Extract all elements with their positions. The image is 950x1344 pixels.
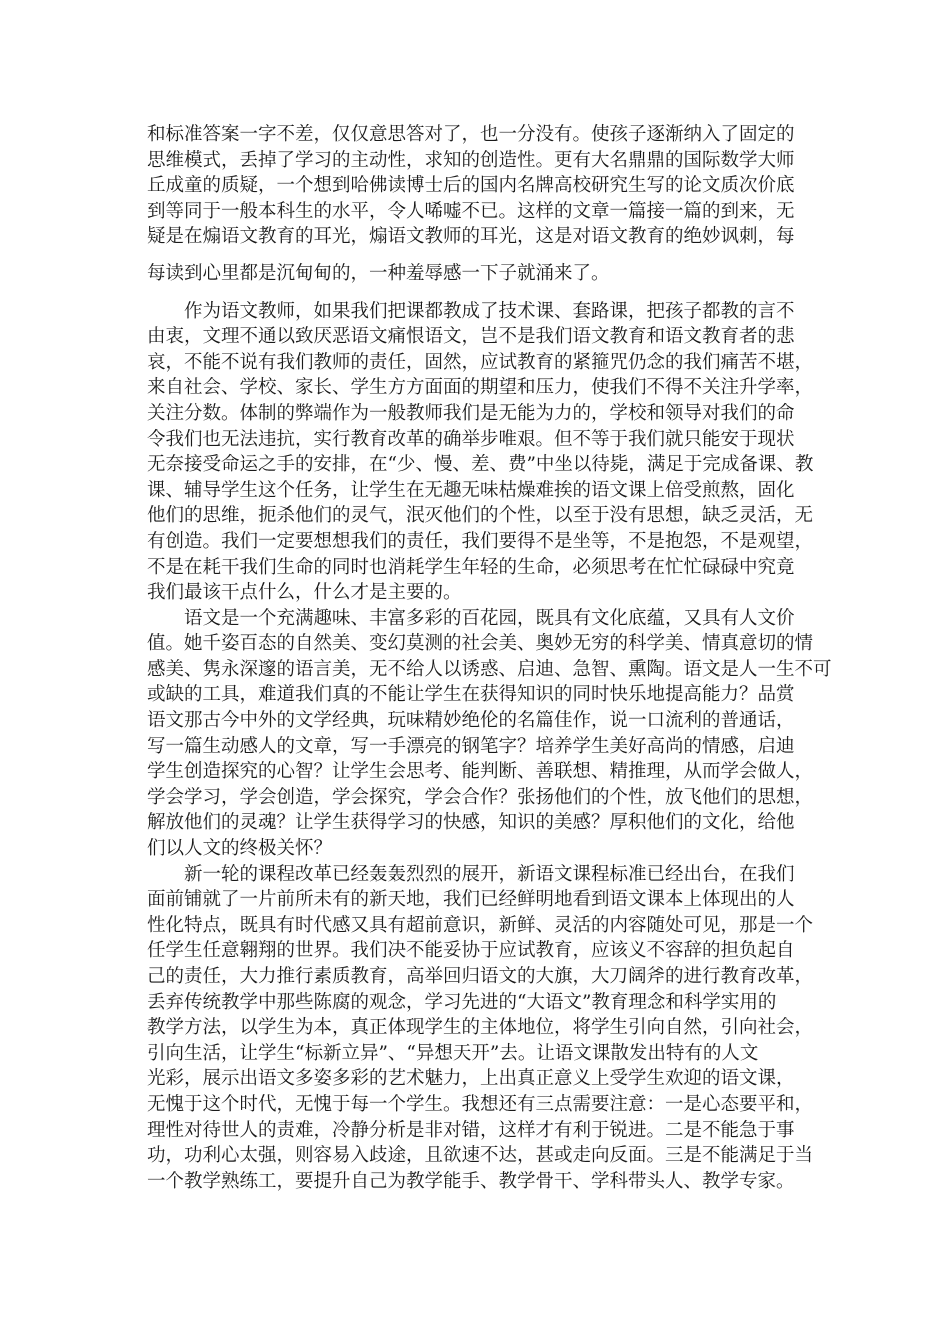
paragraph-4-line: 一个教学熟练工，要提升自己为教学能手、教学骨干、学科带头人、教学专家。 <box>147 1170 795 1192</box>
paragraph-4-line: 引向生活，让学生“标新立异”、“异想天开”去。让语文课散发出特有的人文 <box>147 1042 759 1064</box>
document-body <box>147 122 832 1194</box>
paragraph-3-line: 值。她千姿百态的自然美、变幻莫测的社会美、奥妙无穷的科学美、情真意切的情 <box>147 633 814 655</box>
paragraph-4-line: 理性对待世人的责难，冷静分析是非对错，这样才有利于锐进。二是不能急于事 <box>147 1119 795 1141</box>
paragraph-3-line: 学生创造探究的心智？让学生会思考、能判断、善联想、精推理，从而学会做人， <box>147 761 814 783</box>
paragraph-4-line: 性化特点，既具有时代感又具有超前意识，新鲜、灵活的内容随处可见，那是一个 <box>147 914 814 936</box>
paragraph-1 <box>147 122 805 287</box>
paragraph-1-line: 和标准答案一字不差，仅仅意思答对了，也一分没有。使孩子逐渐纳入了固定的 <box>147 124 795 145</box>
paragraph-2-line: 哀，不能不说有我们教师的责任，固然，应试教育的紧箍咒仍念的我们痛苦不堪， <box>147 351 814 373</box>
paragraph-2-line: 由衷，文理不通以致厌恶语文痛恨语文，岂不是我们语文教育和语文教育者的悲 <box>147 326 795 348</box>
paragraph-2 <box>147 299 814 606</box>
paragraph-4-line: 任学生任意翱翔的世界。我们决不能妥协于应试教育，应该义不容辞的担负起自 <box>147 940 795 962</box>
paragraph-3-line: 语文是一个充满趣味、丰富多彩的百花园，既具有文化底蕴，又具有人文价 <box>184 607 795 629</box>
paragraph-4-line: 面前铺就了一片前所未有的新天地，我们已经鲜明地看到语文课本上体现出的人 <box>147 889 795 911</box>
paragraph-4-line: 功，功利心太强，则容易入歧途，且欲速不达，甚或走向反面。三是不能满足于当 <box>147 1145 814 1167</box>
paragraph-2-line: 作为语文教师，如果我们把课都教成了技术课、套路课，把孩子都教的言不 <box>184 300 795 322</box>
paragraph-2-line: 来自社会、学校、家长、学生方方面面的期望和压力，使我们不得不关注升学率， <box>147 377 814 399</box>
paragraph-4 <box>147 862 814 1195</box>
paragraph-3 <box>147 606 832 862</box>
paragraph-3-line: 解放他们的灵魂？让学生获得学习的快感，知识的美感？厚积他们的文化，给他 <box>147 812 795 834</box>
paragraph-3-line: 写一篇生动感人的文章，写一手漂亮的钢笔字？培养学生美好高尚的情感，启迪 <box>147 735 795 757</box>
paragraph-2-line: 课、辅导学生这个任务，让学生在无趣无味枯燥难挨的语文课上倍受煎熬，固化 <box>147 479 795 501</box>
paragraph-3-line: 学会学习，学会创造，学会探究，学会合作？张扬他们的个性，放飞他们的思想， <box>147 786 814 808</box>
paragraph-4-line: 光彩，展示出语文多姿多彩的艺术魅力，上出真正意义上受学生欢迎的语文课， <box>147 1068 795 1090</box>
paragraph-4-line: 教学方法，以学生为本，真正体现学生的主体地位，将学生引向自然，引向社会， <box>147 1017 814 1039</box>
paragraph-1-line: 思维模式，丢掉了学习的主动性，求知的创造性。更有大名鼎鼎的国际数学大师 <box>147 149 795 171</box>
paragraph-3-line: 感美、隽永深邃的语言美，无不给人以诱惑、启迪、急智、熏陶。语文是人一生不可 <box>147 658 832 680</box>
paragraph-1-line: 疑是在煽语文教育的耳光，煽语文教师的耳光，这是对语文教育的绝妙讽刺，每 <box>147 226 795 248</box>
paragraph-2-line: 我们最该干点什么，什么才是主要的。 <box>147 582 462 604</box>
paragraph-4-line: 丢弃传统教学中那些陈腐的观念，学习先进的“大语文”教育理念和科学实用的 <box>147 991 777 1013</box>
paragraph-1-line: 丘成童的质疑，一个想到哈佛读博士后的国内名牌高校研究生写的论文质次价底 <box>147 175 795 197</box>
paragraph-4-line: 无愧于这个时代，无愧于每一个学生。我想还有三点需要注意：一是心态要平和， <box>147 1093 814 1115</box>
paragraph-2-line: 无奈接受命运之手的安排，在“少、慢、差、费”中坐以待毙，满足于完成备课、教 <box>147 454 814 476</box>
paragraph-4-line: 己的责任，大力推行素质教育，高举回归语文的大旗，大刀阔斧的进行教育改革， <box>147 966 814 987</box>
paragraph-2-line: 关注分数。体制的弊端作为一般教师我们是无能为力的，学校和领导对我们的命 <box>147 402 795 424</box>
paragraph-2-line: 不是在耗干我们生命的同时也消耗学生年轻的生命，必须思考在忙忙碌碌中究竟 <box>147 556 795 578</box>
paragraph-3-line: 语文那古今中外的文学经典，玩味精妙绝伦的名篇佳作，说一口流利的普通话， <box>147 710 795 732</box>
paragraph-3-line: 们以人文的终极关怀？ <box>147 838 333 860</box>
paragraph-2-line: 他们的思维，扼杀他们的灵气，泯灭他们的个性，以至于没有思想，缺乏灵活，无 <box>147 505 814 527</box>
paragraph-2-line: 有创造。我们一定要想想我们的责任，我们要得不是坐等，不是抱怨，不是观望， <box>147 530 814 552</box>
paragraph-2-line: 令我们也无法违抗，实行教育改革的确举步唯艰。但不等于我们就只能安于现状 <box>147 428 795 450</box>
paragraph-1-line: 到等同于一般本科生的水平，令人唏嘘不已。这样的文章一篇接一篇的到来，无 <box>147 200 795 222</box>
paragraph-3-line: 或缺的工具，难道我们真的不能让学生在获得知识的同时快乐地提高能力？品赏 <box>147 684 795 706</box>
paragraph-4-line: 新一轮的课程改革已经轰轰烈烈的展开，新语文课程标准已经出台，在我们 <box>184 863 795 885</box>
paragraph-1-line: 每读到心里都是沉甸甸的，一种羞辱感一下子就涌来了。 <box>147 262 610 284</box>
